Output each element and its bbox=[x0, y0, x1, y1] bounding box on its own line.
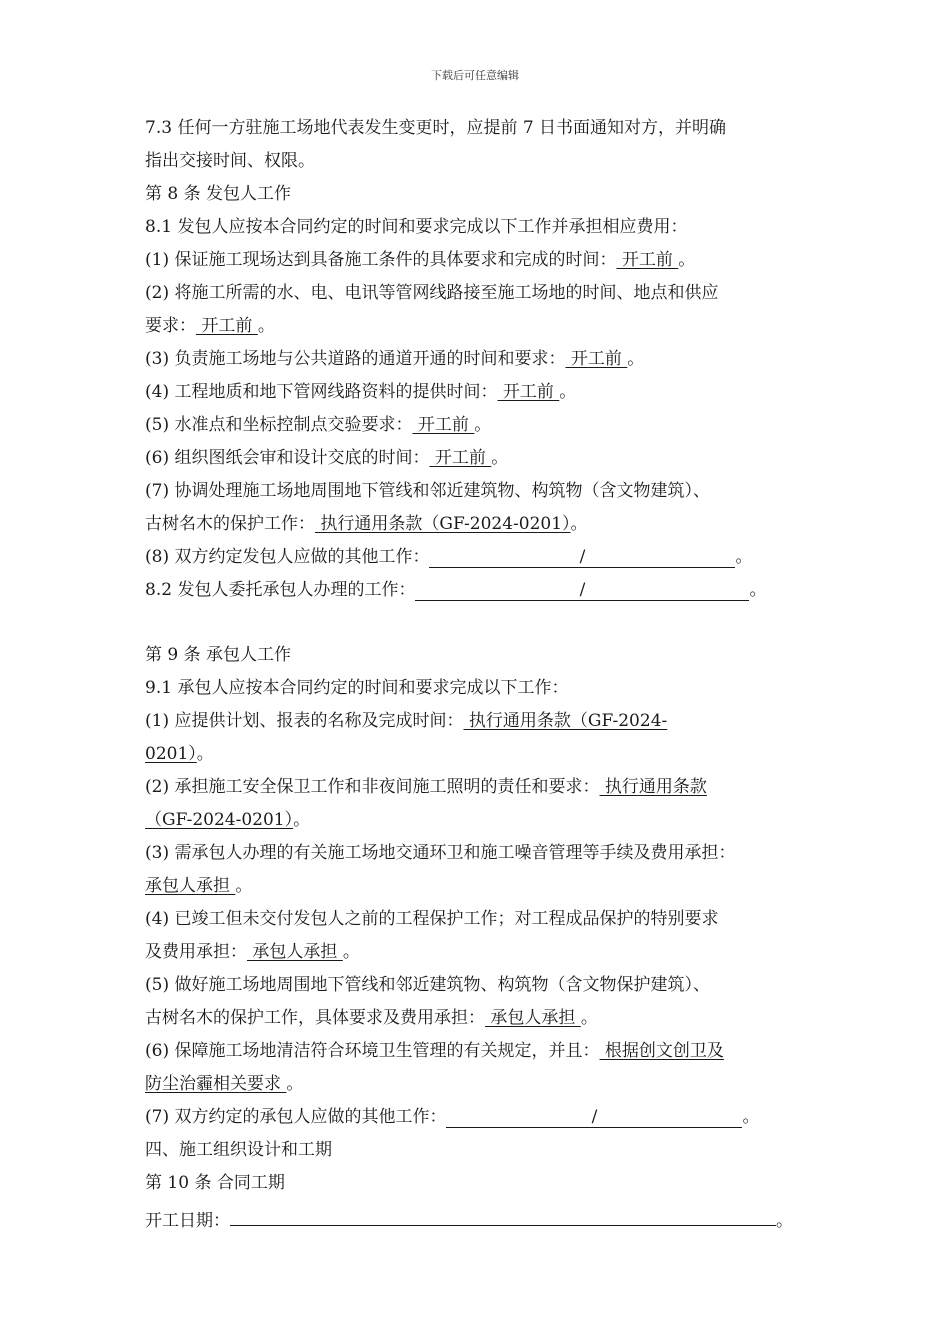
clause-8-1-item-1: (1) 保证施工现场达到具备施工条件的具体要求和完成的时间： 开工前 。 bbox=[145, 250, 696, 270]
clause-9-1-item-5-line2: 古树名木的保护工作，具体要求及费用承担： 承包人承担 。 bbox=[145, 1008, 598, 1028]
clause-8-1-item-2-line1: (2) 将施工所需的水、电、电讯等管网线路接至施工场地的时间、地点和供应 bbox=[145, 283, 719, 303]
article-8-heading: 第 8 条 发包人工作 bbox=[145, 184, 292, 204]
clause-9-1-item-7: (7) 双方约定的承包人应做的其他工作： / 。 bbox=[145, 1107, 760, 1127]
article-10-heading: 第 10 条 合同工期 bbox=[145, 1173, 285, 1193]
item-7-value: 执行通用条款（GF-2024-0201） bbox=[315, 514, 571, 534]
clause-7-3-line1: 7.3 任何一方驻施工场地代表发生变更时，应提前 7 日书面通知对方，并明确 bbox=[145, 118, 727, 138]
start-date-blank bbox=[230, 1205, 776, 1226]
item-6-value: 开工前 bbox=[429, 448, 492, 468]
clause-8-1-item-7-line1: (7) 协调处理施工场地周围地下管线和邻近建筑物、构筑物（含文物建筑）、 bbox=[145, 481, 710, 501]
section-4-heading: 四、施工组织设计和工期 bbox=[145, 1140, 332, 1160]
clause-9-1-item-5-line1: (5) 做好施工场地周围地下管线和邻近建筑物、构筑物（含文物保护建筑）、 bbox=[145, 975, 710, 995]
clause-8-1-item-6: (6) 组织图纸会审和设计交底的时间： 开工前 。 bbox=[145, 448, 509, 468]
item-3-value: 开工前 bbox=[565, 349, 628, 369]
clause-8-1-item-3: (3) 负责施工场地与公共道路的通道开通的时间和要求： 开工前 。 bbox=[145, 349, 645, 369]
item-8-blank: / bbox=[429, 547, 735, 568]
clause-9-1-item-3-line2: 承包人承担 。 bbox=[145, 876, 253, 896]
clause-9-1-item-4-line2: 及费用承担： 承包人承担 。 bbox=[145, 942, 360, 962]
clause-8-1: 8.1 发包人应按本合同约定的时间和要求完成以下工作并承担相应费用： bbox=[145, 217, 688, 237]
clause-7-3-line2: 指出交接时间、权限。 bbox=[145, 151, 315, 171]
clause-8-1-item-8: (8) 双方约定发包人应做的其他工作： / 。 bbox=[145, 547, 753, 567]
clause-8-1-item-2-line2: 要求： 开工前 。 bbox=[145, 316, 275, 336]
item-9-1-value: 执行通用条款（GF-2024- bbox=[463, 711, 668, 731]
clause-8-1-item-5: (5) 水准点和坐标控制点交验要求： 开工前 。 bbox=[145, 415, 492, 435]
clause-8-1-item-4: (4) 工程地质和地下管网线路资料的提供时间： 开工前 。 bbox=[145, 382, 577, 402]
start-date-line: 开工日期： 。 bbox=[145, 1205, 793, 1232]
clause-8-2-blank: / bbox=[415, 580, 749, 601]
clause-8-1-item-7-line2: 古树名木的保护工作： 执行通用条款（GF-2024-0201）。 bbox=[145, 514, 588, 534]
clause-9-1-item-6-line1: (6) 保障施工场地清洁符合环境卫生管理的有关规定，并且： 根据创文创卫及 bbox=[145, 1041, 724, 1061]
article-9-heading: 第 9 条 承包人工作 bbox=[145, 645, 292, 665]
page-header: 下载后可任意编辑 bbox=[431, 69, 519, 82]
clause-9-1-item-6-line2: 防尘治霾相关要求 。 bbox=[145, 1074, 304, 1094]
item-9-6-value: 根据创文创卫及 bbox=[599, 1041, 724, 1061]
clause-9-1-item-4-line1: (4) 已竣工但未交付发包人之前的工程保护工作；对工程成品保护的特别要求 bbox=[145, 909, 719, 929]
item-2-value: 开工前 bbox=[196, 316, 258, 336]
clause-9-1: 9.1 承包人应按本合同约定的时间和要求完成以下工作： bbox=[145, 678, 569, 698]
clause-9-1-item-3-line1: (3) 需承包人办理的有关施工场地交通环卫和施工噪音管理等手续及费用承担： bbox=[145, 843, 736, 863]
item-1-value: 开工前 bbox=[616, 250, 679, 270]
clause-9-1-item-2-line1: (2) 承担施工安全保卫工作和非夜间施工照明的责任和要求： 执行通用条款 bbox=[145, 777, 707, 797]
clause-8-2: 8.2 发包人委托承包人办理的工作： / 。 bbox=[145, 580, 767, 600]
item-9-3-value: 承包人承担 bbox=[145, 876, 236, 896]
item-4-value: 开工前 bbox=[497, 382, 560, 402]
clause-9-1-item-2-line2: （GF-2024-0201）。 bbox=[145, 810, 311, 830]
clause-9-1-item-1-line1: (1) 应提供计划、报表的名称及完成时间： 执行通用条款（GF-2024- bbox=[145, 711, 668, 731]
item-9-7-blank: / bbox=[446, 1107, 742, 1128]
item-5-value: 开工前 bbox=[412, 415, 475, 435]
item-9-4-value: 承包人承担 bbox=[247, 942, 343, 962]
clause-9-1-item-1-line2: 0201）。 bbox=[145, 744, 214, 764]
item-9-5-value: 承包人承担 bbox=[485, 1008, 581, 1028]
item-9-2-value: 执行通用条款 bbox=[599, 777, 707, 797]
